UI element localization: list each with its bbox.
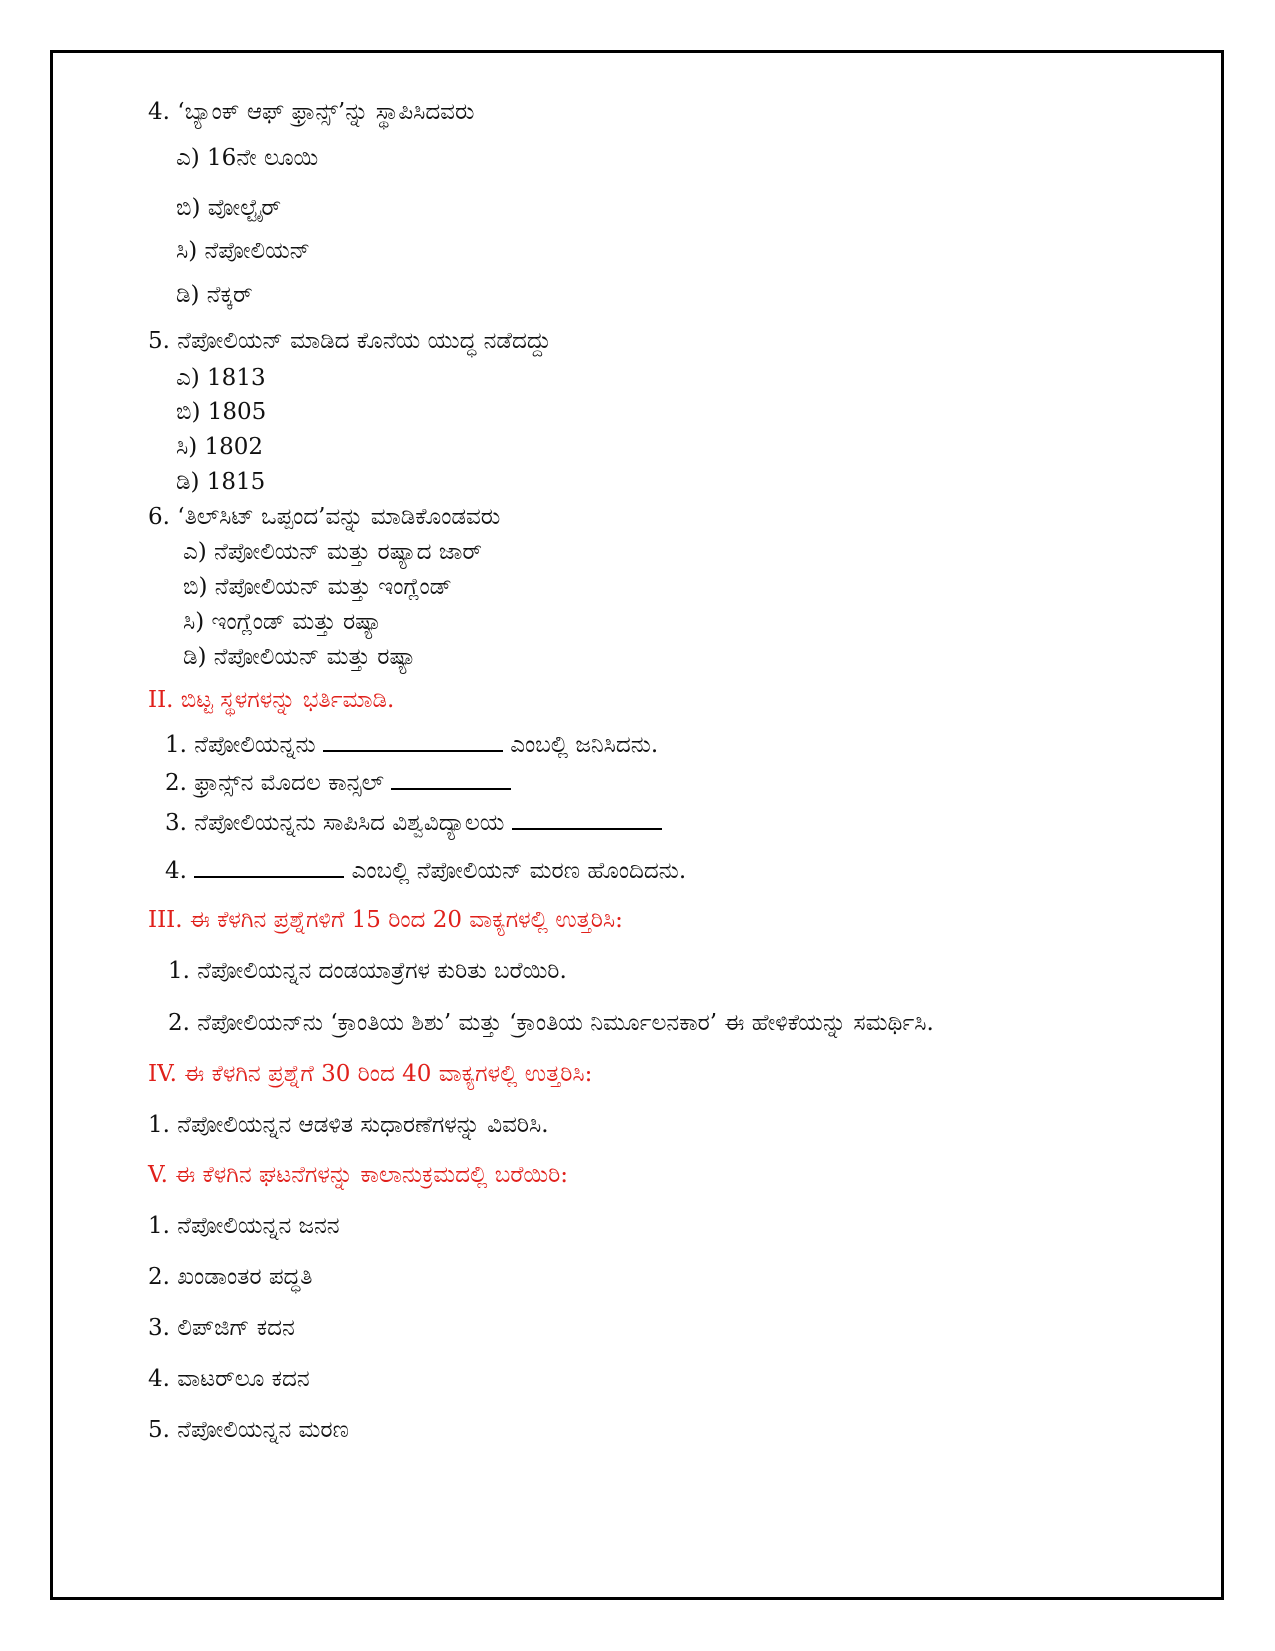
question-4-stem: 4. ‘ಬ್ಯಾಂಕ್ ಆಫ್ ಫ್ರಾನ್ಸ್’ನ್ನು ಸ್ಥಾಪಿಸಿದವರು: [148, 99, 475, 125]
question-5-option-a: ಎ) 1813: [176, 365, 266, 391]
question-6-option-d: ಡಿ) ನೆಪೋಲಿಯನ್ ಮತ್ತು ರಷ್ಯಾ: [183, 644, 417, 670]
question-4-option-d: ಡಿ) ನೆಕ್ಕರ್: [176, 282, 253, 308]
blank-line-1: [323, 732, 503, 752]
section-5-item-2: 2. ಖಂಡಾಂತರ ಪದ್ಧತಿ: [148, 1264, 313, 1290]
question-5-option-d: ಡಿ) 1815: [176, 469, 266, 495]
question-4-option-a: ಎ) 16ನೇ ಲೂಯಿ: [176, 145, 319, 171]
fill-blank-3-prefix: 3. ನೆಪೋಲಿಯನ್ನನು ಸಾಪಿಸಿದ ವಿಶ್ವವಿದ್ಯಾಲಯ: [165, 810, 505, 836]
fill-blank-4: [165, 856, 686, 886]
section-3-item-1: 1. ನೆಪೋಲಿಯನ್ನನ ದಂಡಯಾತ್ರೆಗಳ ಕುರಿತು ಬರೆಯಿರಿ.: [168, 958, 567, 984]
question-5-option-c: ಸಿ) 1802: [176, 434, 264, 460]
section-5-item-1: 1. ನೆಪೋಲಿಯನ್ನನ ಜನನ: [148, 1213, 340, 1239]
question-5-option-b: ಬಿ) 1805: [176, 399, 267, 425]
fill-blank-4-suffix: ಎಂಬಲ್ಲಿ ನೆಪೋಲಿಯನ್ ಮರಣ ಹೊಂದಿದನು.: [351, 858, 687, 884]
fill-blank-1: [165, 730, 658, 760]
question-6-option-b: ಬಿ) ನೆಪೋಲಿಯನ್ ಮತ್ತು ಇಂಗ್ಲೆಂಡ್: [183, 574, 452, 600]
question-6-stem: 6. ‘ತಿಲ್‌ಸಿಟ್ ಒಪ್ಪಂದ’ವನ್ನು ಮಾಡಿಕೊಂಡವರು: [148, 504, 501, 530]
section-5-item-4: 4. ವಾಟರ್‌ಲೂ ಕದನ: [148, 1366, 310, 1392]
blank-line-2: [391, 770, 511, 790]
fill-blank-1-prefix: 1. ನೆಪೋಲಿಯನ್ನನು: [165, 732, 316, 758]
section-5-item-3: 3. ಲಿಪ್‌ಜಿಗ್ ಕದನ: [148, 1315, 295, 1341]
section-4-heading: IV. ಈ ಕೆಳಗಿನ ಪ್ರಶ್ನೆಗೆ 30 ರಿಂದ 40 ವಾಕ್ಯಗಳಲ್ಲಿ ಉತ್ತರಿಸಿ:: [148, 1061, 593, 1087]
question-6-option-c: ಸಿ) ಇಂಗ್ಲೆಂಡ್ ಮತ್ತು ರಷ್ಯಾ: [183, 609, 383, 635]
fill-blank-3: [165, 808, 662, 838]
section-2-heading: II. ಬಿಟ್ಟ ಸ್ಥಳಗಳನ್ನು ಭರ್ತಿಮಾಡಿ.: [148, 687, 395, 713]
fill-blank-2-prefix: 2. ಫ್ರಾನ್ಸ್‌ನ ಮೊದಲ ಕಾನ್ಸಲ್: [165, 770, 384, 796]
question-5-stem: 5. ನೆಪೋಲಿಯನ್ ಮಾಡಿದ ಕೊನೆಯ ಯುದ್ಧ ನಡೆದದ್ದು: [148, 328, 552, 354]
fill-blank-1-suffix: ಎಂಬಲ್ಲಿ ಜನಿಸಿದನು.: [510, 732, 659, 758]
section-4-item-1: 1. ನೆಪೋಲಿಯನ್ನನ ಆಡಳಿತ ಸುಧಾರಣೆಗಳನ್ನು ವಿವರಿಸಿ.: [148, 1112, 549, 1138]
question-6-option-a: ಎ) ನೆಪೋಲಿಯನ್ ಮತ್ತು ರಷ್ಯಾದ ಜಾರ್: [183, 539, 483, 565]
blank-line-4: [194, 858, 344, 878]
question-4-option-b: ಬಿ) ವೋಲ್ಟೈರ್: [176, 195, 282, 221]
section-5-heading: V. ಈ ಕೆಳಗಿನ ಘಟನೆಗಳನ್ನು ಕಾಲಾನುಕ್ರಮದಲ್ಲಿ ಬರೆಯಿರಿ:: [148, 1162, 568, 1188]
fill-blank-4-prefix: 4.: [165, 858, 187, 884]
fill-blank-2: [165, 768, 511, 798]
section-5-item-5: 5. ನೆಪೋಲಿಯನ್ನನ ಮರಣ: [148, 1417, 349, 1443]
section-3-heading: III. ಈ ಕೆಳಗಿನ ಪ್ರಶ್ನೆಗಳಿಗೆ 15 ರಿಂದ 20 ವಾಕ್ಯಗಳಲ್ಲಿ ಉತ್ತರಿಸಿ:: [148, 907, 623, 933]
section-3-item-2: 2. ನೆಪೋಲಿಯನ್‌ನು ‘ಕ್ರಾಂತಿಯ ಶಿಶು’ ಮತ್ತು ‘ಕ್ರಾಂತಿಯ ನಿರ್ಮೂಲನಕಾರ’ ಈ ಹೇಳಿಕೆಯನ್ನು ಸಮರ್ಥಿಸಿ.: [168, 1010, 934, 1036]
question-4-option-c: ಸಿ) ನೆಪೋಲಿಯನ್: [176, 238, 311, 264]
blank-line-3: [512, 810, 662, 830]
